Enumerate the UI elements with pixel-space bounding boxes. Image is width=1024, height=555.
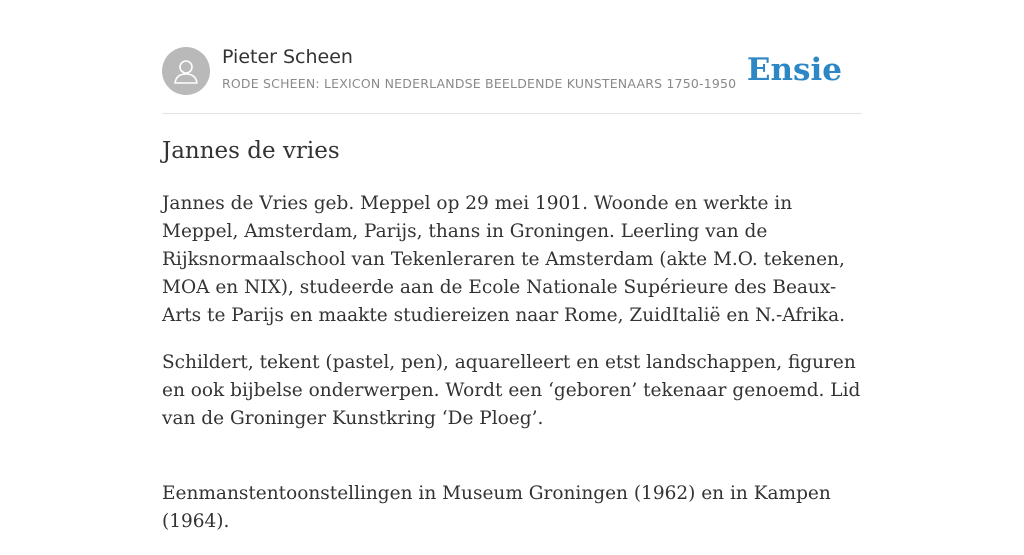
source-lexicon-link[interactable]: RODE SCHEEN: LEXICON NEDERLANDSE BEELDENDE KUNSTENAARS 1750-1950 [222,76,737,91]
user-icon [171,56,201,86]
article-header [162,46,862,96]
author-name-link[interactable]: Pieter Scheen [222,46,353,68]
article-title: Jannes de vries [162,138,340,164]
article-paragraph: Jannes de Vries geb. Meppel op 29 mei 1901. Woonde en werkte in Meppel, Amsterdam, Parijs, thans in Groningen. Leerling van de Rijksnormaalschool van Tekenleraren te Amsterdam (akte M.O. tekenen, MOA en NIX), studeerde aan de Ecole Nationale Supérieure des Beaux-Arts te Parijs en maakte studiereizen naar Rome, ZuidItalië en N.-Afrika. [162,193,845,326]
article-paragraph: Eenmanstentoonstellingen in Museum Groningen (1962) en in Kampen (1964). [162,483,831,532]
avatar[interactable] [162,47,210,95]
header-divider [162,113,862,114]
article-body [162,190,862,555]
article-paragraph: Schildert, tekent (pastel, pen), aquarelleert en etst landschappen, figuren en ook bijbelse onderwerpen. Wordt een ‘geboren’ tekenaar genoemd. Lid van de Groninger Kunstkring ‘De Ploeg’. [162,352,861,429]
ensie-logo[interactable]: Ensie [746,52,842,88]
paragraph-spacer [162,452,862,480]
